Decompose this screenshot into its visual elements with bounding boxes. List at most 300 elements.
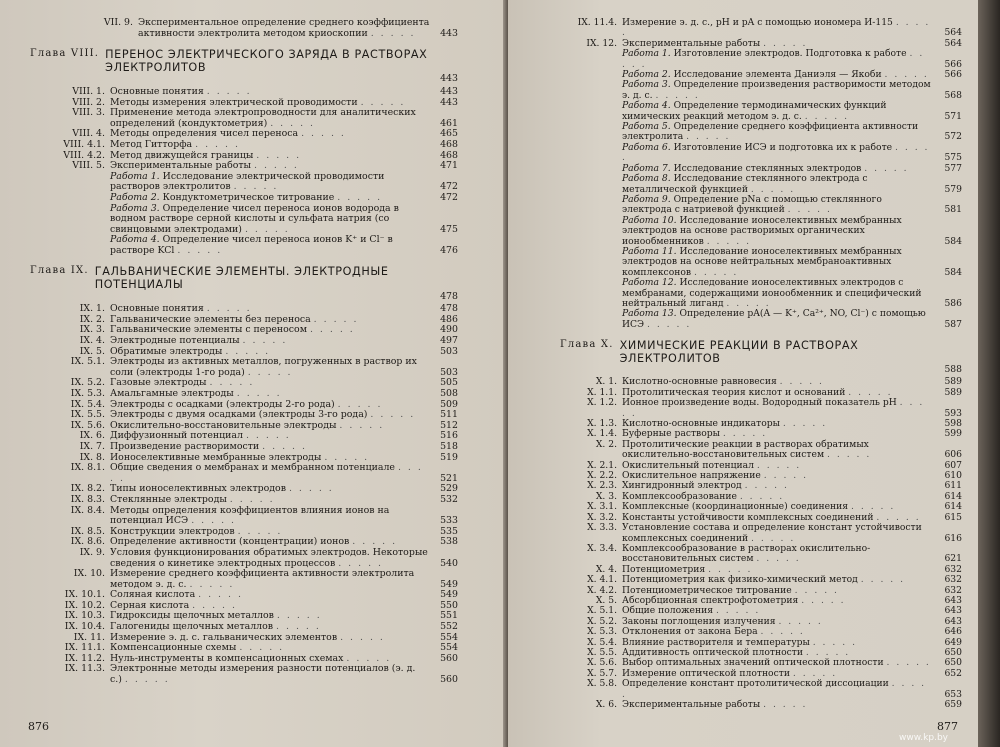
page-ref: 461: [440, 117, 458, 129]
section-number: VIII. 4.1.: [63, 138, 105, 150]
entry-title: Газовые электроды . . . . .: [110, 377, 255, 389]
entry-title: Гидроксиды щелочных металлов . . . . .: [110, 610, 322, 622]
entry-title: Экспериментальные работы . . . . .: [622, 37, 808, 49]
entry-title: Произведение растворимости . . . . .: [110, 440, 307, 452]
section-number: X. 4.1.: [587, 574, 617, 586]
page-ref: 650: [944, 646, 962, 658]
section-number: IX. 5.2.: [70, 377, 105, 389]
toc-entry: [30, 172, 458, 193]
page-ref: 614: [944, 490, 962, 502]
section-number: IX. 10.4.: [64, 621, 105, 633]
entry-title: Измерение э. д. с. гальванических элементов . . . . .: [110, 631, 385, 643]
entry-body: [622, 627, 962, 637]
page-ref: 571: [944, 110, 962, 122]
entry-body: [622, 101, 962, 122]
section-number: X. 1.2.: [587, 397, 617, 409]
section-number: X. 5.5.: [587, 646, 617, 658]
page-ref: 540: [440, 557, 458, 569]
section-number: X. 1.4.: [587, 428, 617, 440]
section-number: IX. 11.1.: [64, 642, 105, 654]
entry-title: Работа 3. Определение чисел переноса ионов водорода в водном растворе серной кислоты и сульфата натрия (со свинцовыми электродами) . . . . .: [110, 202, 399, 235]
toc-entry: [560, 247, 962, 278]
section-number: VIII. 2.: [72, 96, 105, 108]
entry-body: [110, 569, 458, 590]
page-ref: 443: [440, 96, 458, 108]
watermark: www.kp.by: [899, 733, 948, 743]
entry-body: [110, 172, 458, 193]
page-ref: 653: [944, 688, 962, 700]
entry-title: Работа 13. Определение pA(A — K⁺, Ca²⁺, NO, Cl⁻) с помощью ИСЭ . . . . .: [622, 308, 926, 330]
section-number: X. 5.1.: [587, 605, 617, 617]
entry-title: Экспериментальное определение среднего коэффициента активности электролита методом криоскопии . . . . .: [138, 17, 430, 39]
section-number: IX. 11.4.: [577, 17, 617, 28]
section-number: X. 2.1.: [587, 459, 617, 471]
page-ref: 649: [944, 636, 962, 648]
entry-title: Работа 3. Определение произведения растворимости методом э. д. с. . . . . .: [622, 79, 931, 101]
entry-title: Электроды с двумя осадками (электроды 3-го рода) . . . . .: [110, 409, 416, 421]
entry-body: [110, 442, 458, 453]
entry-body: [622, 398, 962, 419]
entry-title: Работа 7. Исследование стеклянных электродов . . . . .: [622, 162, 909, 174]
section-number: X. 5.6.: [587, 657, 617, 669]
page-ref: 560: [440, 652, 458, 664]
entry-title: Протолитические реакции в растворах обратимых окислительно-восстановительных систем . . . . .: [622, 438, 872, 461]
entry-title: Работа 5. Определение среднего коэффициента активности электролита . . . . .: [622, 121, 919, 143]
page-ref: 512: [440, 419, 458, 431]
entry-title: Методы определения коэффициентов влияния ионов на потенциал ИСЭ . . . . .: [110, 504, 390, 527]
entry-title: Типы ионоселективных электродов . . . . .: [110, 483, 334, 495]
section-number: X. 1.: [595, 376, 617, 388]
section-number: X. 1.3.: [587, 418, 617, 430]
entry-title: Работа 1. Исследование электрической проводимости растворов электролитов . . . . .: [110, 170, 385, 193]
entry-title: Работа 2. Исследование элемента Даниэля — Якоби . . . . .: [622, 69, 929, 81]
entry-title: Определение активности (концентрации) ионов . . . . .: [110, 536, 398, 548]
page-ref: 560: [440, 674, 458, 686]
page-ref: 490: [440, 324, 458, 336]
entry-body: [110, 463, 458, 484]
page-ref: 588: [944, 364, 962, 375]
chapter-label: Глава IX.: [30, 265, 89, 277]
entry-title: Окислительно-восстановительные электроды . . . . .: [110, 419, 385, 431]
section-number: X. 5.2.: [587, 615, 617, 627]
entry-title: Общие сведения о мембранах и мембранном потенциале . . . . .: [110, 462, 423, 484]
chapter-body: [95, 266, 458, 302]
section-number: X. 3.: [595, 490, 617, 502]
entry-title: Определение констант протолитической диссоциации . . . . .: [622, 678, 927, 700]
section-number: VIII. 4.2.: [63, 149, 105, 161]
entry-title: Экспериментальные работы . . . . .: [110, 160, 299, 172]
page-ref: 589: [944, 376, 962, 388]
section-number: IX. 3.: [79, 324, 105, 336]
entry-title: Гальванические элементы с переносом . . . . .: [110, 324, 355, 336]
section-number: VIII. 4.: [72, 128, 105, 140]
section-number: IX. 8.: [79, 451, 105, 463]
entry-title: Потенциометрия . . . . .: [622, 563, 753, 575]
entry-title: Экспериментальные работы . . . . .: [622, 699, 808, 710]
page-ref: 478: [440, 303, 458, 315]
section-number: X. 4.: [595, 563, 617, 575]
toc-entry: [30, 18, 458, 39]
entry-body: [622, 309, 962, 330]
entry-title: Работа 2. Кондуктометрическое титрование . . . . .: [110, 191, 383, 203]
entry-title: Аддитивность оптической плотности . . . . .: [622, 646, 851, 658]
entry-title: Основные понятия . . . . .: [110, 85, 252, 97]
page-ref: 505: [440, 377, 458, 389]
section-number: IX. 10.: [73, 568, 105, 580]
page-ref: 568: [944, 89, 962, 101]
section-number: IX. 5.5.: [70, 409, 105, 421]
toc-entry: [30, 357, 458, 378]
toc-entry: [560, 700, 962, 710]
entry-title: Амальгамные электроды . . . . .: [110, 388, 282, 399]
page-ref: 577: [944, 162, 962, 174]
page-ref: 606: [944, 449, 962, 461]
toc-entry: [30, 140, 458, 151]
page-ref: 533: [440, 515, 458, 527]
page-ref: 587: [944, 318, 962, 330]
entry-body: [110, 108, 458, 129]
page-ref: 581: [944, 204, 962, 216]
left-page-number: 876: [28, 720, 49, 733]
entry-body: [622, 700, 962, 710]
right-page-number: 877: [937, 720, 958, 733]
page-ref: 589: [944, 386, 962, 398]
page-ref: 478: [440, 290, 458, 302]
toc-entry: [560, 122, 962, 143]
toc-chapter-heading: [30, 266, 458, 302]
page-ref: 552: [440, 621, 458, 633]
entry-body: [622, 216, 962, 247]
toc-entry: [560, 309, 962, 330]
page-ref: 472: [440, 191, 458, 203]
entry-title: Электроды с осадками (электроды 2-го рода) . . . . .: [110, 398, 383, 410]
entry-body: [110, 495, 458, 506]
entry-body: [622, 174, 962, 195]
section-number: IX. 8.1.: [70, 462, 105, 474]
book-edge: [978, 0, 1000, 747]
page-ref: 475: [440, 223, 458, 235]
entry-title: Комплексные (координационные) соединения . . . . .: [622, 501, 896, 513]
entry-body: [622, 18, 962, 39]
page-ref: 549: [440, 589, 458, 601]
section-number: VIII. 5.: [72, 160, 105, 172]
right-page: [508, 0, 978, 747]
toc-entry: [560, 49, 962, 70]
page-ref: 584: [944, 235, 962, 247]
entry-title: Отклонения от закона Бера . . . . .: [622, 626, 805, 638]
section-number: IX. 11.: [73, 631, 105, 643]
entry-title: Абсорбционная спектрофотометрия . . . . .: [622, 594, 846, 606]
page-ref: 508: [440, 388, 458, 399]
toc-entry: [560, 575, 962, 585]
section-number: VII. 9.: [103, 17, 133, 28]
entry-body: [110, 204, 458, 236]
section-number: X. 3.4.: [587, 542, 617, 554]
page-ref: 598: [944, 418, 962, 430]
section-number: IX. 5.1.: [70, 356, 105, 368]
entry-title: Гальванические элементы без переноса . . . . .: [110, 313, 359, 325]
toc-entry: [560, 398, 962, 419]
entry-title: Конструкции электродов . . . . .: [110, 525, 283, 537]
section-number: IX. 8.3.: [70, 493, 105, 505]
page-ref: 586: [944, 297, 962, 309]
toc-entry: [30, 569, 458, 590]
section-number: IX. 1.: [79, 303, 105, 315]
entry-title: Измерение оптической плотности . . . . .: [622, 667, 838, 679]
page-ref: 549: [440, 578, 458, 590]
page-ref: 554: [440, 642, 458, 654]
toc-entry: [560, 278, 962, 309]
page-ref: 519: [440, 451, 458, 463]
page-ref: 468: [440, 138, 458, 150]
section-number: IX. 8.4.: [70, 504, 105, 516]
page-ref: 584: [944, 266, 962, 278]
section-number: IX. 11.3.: [64, 663, 105, 675]
page-ref: 643: [944, 605, 962, 617]
entry-body: [622, 575, 962, 585]
section-number: VIII. 3.: [72, 107, 105, 119]
entry-body: [138, 18, 458, 39]
entry-title: Условия функционирования обратимых электродов. Некоторые сведения о кинетике электродных процессов . . . . .: [110, 546, 428, 569]
page-ref: 551: [440, 610, 458, 622]
page-ref: 593: [944, 407, 962, 419]
section-number: IX. 6.: [79, 430, 105, 442]
section-number: X. 5.4.: [587, 636, 617, 648]
section-number: IX. 8.2.: [70, 483, 105, 495]
entry-body: [110, 506, 458, 527]
entry-title: Установление состава и определение констант устойчивости комплексных соединений . . . . .: [622, 522, 922, 544]
section-number: X. 3.3.: [587, 522, 617, 534]
entry-title: Измерение среднего коэффициента активности электролита методом э. д. с. . . . . .: [110, 568, 415, 590]
toc-entry: [560, 523, 962, 544]
section-number: VIII. 1.: [72, 85, 105, 97]
page-ref: 529: [440, 483, 458, 495]
entry-body: [110, 548, 458, 569]
page-ref: 509: [440, 398, 458, 410]
chapter-label: Глава VIII.: [30, 48, 100, 60]
page-ref: 579: [944, 183, 962, 195]
page-ref: 538: [440, 536, 458, 548]
entry-body: [622, 440, 962, 461]
page-ref: 443: [440, 85, 458, 97]
entry-body: [110, 664, 458, 685]
entry-title: Метод движущейся границы . . . . .: [110, 149, 302, 161]
page-ref: 518: [440, 440, 458, 452]
page-ref: 503: [440, 366, 458, 378]
entry-title: Компенсационные схемы . . . . .: [110, 642, 285, 654]
page-ref: 643: [944, 594, 962, 606]
section-number: X. 5.7.: [587, 667, 617, 679]
entry-title: Влияние растворителя и температуры . . . . .: [622, 636, 858, 648]
page-ref: 616: [944, 532, 962, 544]
page-ref: 621: [944, 553, 962, 565]
entry-title: Метод Гитторфа . . . . .: [110, 138, 240, 150]
entry-title: Серная кислота . . . . .: [110, 599, 237, 611]
entry-title: Работа 10. Исследование ионоселективных мембранных электродов на основе растворимых органических ионообменников . . . . .: [622, 214, 902, 247]
page-ref: 566: [944, 69, 962, 81]
toc-entry: [560, 544, 962, 565]
section-number: X. 2.2.: [587, 470, 617, 482]
entry-title: Методы измерения электрической проводимости . . . . .: [110, 96, 406, 108]
section-number: IX. 8.6.: [70, 536, 105, 548]
toc-entry: [30, 204, 458, 236]
entry-body: [110, 235, 458, 256]
section-number: IX. 4.: [79, 335, 105, 347]
entry-title: Работа 12. Исследование ионоселективных электродов с мембранами, содержащими ионообменник и специфический нейтральный лиганд . . . . .: [622, 277, 922, 309]
entry-title: Выбор оптимальных значений оптической плотности . . . . .: [622, 657, 931, 669]
toc-entry: [560, 596, 962, 606]
page-ref: 650: [944, 657, 962, 669]
entry-body: [622, 195, 962, 216]
section-number: IX. 10.3.: [64, 610, 105, 622]
entry-title: Электронные методы измерения разности потенциалов (э. д. с.) . . . . .: [110, 663, 416, 686]
right-toc: [560, 18, 962, 710]
chapter-title: ПЕРЕНОС ЭЛЕКТРИЧЕСКОГО ЗАРЯДА В РАСТВОРАХ ЭЛЕКТРОЛИТОВ: [105, 48, 428, 74]
section-number: X. 2.: [595, 438, 617, 450]
toc-entry: [30, 664, 458, 685]
entry-title: Обратимые электроды . . . . .: [110, 345, 271, 357]
page-ref: 532: [440, 493, 458, 505]
section-number: X. 6.: [595, 699, 617, 710]
page-ref: 632: [944, 584, 962, 596]
entry-title: Комплексообразование . . . . .: [622, 490, 785, 502]
page-ref: 564: [944, 37, 962, 49]
page-ref: 643: [944, 615, 962, 627]
chapter-title: ГАЛЬВАНИЧЕСКИЕ ЭЛЕМЕНТЫ. ЭЛЕКТРОДНЫЕ ПОТЕНЦИАЛЫ: [94, 265, 389, 292]
entry-title: Кислотно-основные индикаторы . . . . .: [622, 418, 828, 430]
page-ref: 471: [440, 160, 458, 172]
page-ref: 632: [944, 574, 962, 586]
entry-title: Галогениды щелочных металлов . . . . .: [110, 621, 321, 633]
entry-title: Работа 11. Исследование ионоселективных мембранных электродов на основе нейтральных мембраноактивных комплексонов . . . . .: [622, 245, 902, 278]
entry-title: Ионоселективные мембранные электроды . . . . .: [110, 451, 370, 463]
entry-body: [110, 193, 458, 204]
entry-title: Работа 4. Определение термодинамических функций химических реакций методом э. д. с. . . . . .: [622, 100, 887, 122]
left-toc: [30, 18, 458, 686]
entry-title: Работа 6. Изготовление ИСЭ и подготовка их к работе . . . . .: [622, 141, 930, 164]
entry-title: Протолитическая теория кислот и оснований . . . . .: [622, 386, 893, 398]
entry-title: Ионное произведение воды. Водородный показатель pH . . . . .: [622, 397, 925, 419]
entry-title: Основные понятия . . . . .: [110, 303, 252, 315]
section-number: IX. 8.5.: [70, 525, 105, 537]
entry-body: [622, 679, 962, 700]
page-ref: 572: [944, 131, 962, 143]
toc-entry: [30, 193, 458, 204]
section-number: IX. 5.: [79, 345, 105, 357]
entry-body: [622, 523, 962, 544]
page-ref: 599: [944, 428, 962, 440]
entry-body: [110, 357, 458, 378]
entry-title: Нуль-инструменты в компенсационных схемах . . . . .: [110, 652, 392, 664]
entry-title: Законы поглощения излучения . . . . .: [622, 615, 823, 627]
toc-entry: [560, 101, 962, 122]
page-ref: 632: [944, 563, 962, 575]
page-ref: 611: [944, 480, 962, 492]
toc-entry: [30, 235, 458, 256]
page-ref: 511: [440, 409, 458, 421]
section-number: IX. 11.2.: [64, 652, 105, 664]
section-number: X. 5.: [595, 594, 617, 606]
toc-entry: [30, 495, 458, 506]
page-ref: 610: [944, 470, 962, 482]
entry-title: Потенциометрическое титрование . . . . .: [622, 584, 839, 596]
entry-body: [110, 389, 458, 400]
toc-chapter-heading: [30, 49, 458, 85]
chapter-body: [620, 340, 962, 375]
section-number: X. 5.3.: [587, 626, 617, 638]
toc-entry: [560, 440, 962, 461]
page-ref: 550: [440, 599, 458, 611]
page-ref: 521: [440, 472, 458, 484]
page-ref: 566: [944, 58, 962, 70]
section-number: IX. 9.: [79, 546, 105, 558]
entry-title: Буферные растворы . . . . .: [622, 428, 768, 440]
page-ref: 443: [440, 27, 458, 39]
entry-title: Константы устойчивости комплексных соединений . . . . .: [622, 511, 921, 523]
entry-title: Работа 8. Исследование стеклянного электрода с металлической функцией . . . . .: [622, 173, 868, 195]
page-ref: 659: [944, 699, 962, 710]
entry-body: [110, 87, 458, 98]
entry-title: Работа 1. Изготовление электродов. Подготовка к работе . . . . .: [622, 48, 925, 70]
toc-entry: [560, 195, 962, 216]
entry-title: Окислительный потенциал . . . . .: [622, 459, 802, 471]
entry-title: Кислотно-основные равновесия . . . . .: [622, 376, 824, 388]
entry-title: Потенциометрия как физико-химический метод . . . . .: [622, 574, 906, 586]
entry-title: Хингидронный электрод . . . . .: [622, 480, 789, 492]
section-number: X. 2.3.: [587, 480, 617, 492]
page-ref: 468: [440, 149, 458, 161]
section-number: IX. 5.6.: [70, 419, 105, 431]
toc-entry: [30, 389, 458, 400]
section-number: X. 4.2.: [587, 584, 617, 596]
entry-title: Работа 9. Определение pNa с помощью стеклянного электрода с натриевой функцией . . . . .: [622, 193, 882, 216]
page-ref: 476: [440, 244, 458, 256]
toc-entry: [560, 143, 962, 164]
entry-title: Стеклянные электроды . . . . .: [110, 493, 275, 505]
entry-title: Методы определения чисел переноса . . . . .: [110, 128, 346, 140]
section-number: IX. 12.: [586, 37, 617, 49]
toc-chapter-heading: [560, 340, 962, 375]
entry-body: [622, 80, 962, 101]
entry-body: [622, 544, 962, 565]
toc-entry: [560, 174, 962, 195]
chapter-label: Глава X.: [560, 339, 614, 351]
entry-body: [622, 278, 962, 309]
section-number: IX. 5.4.: [70, 398, 105, 410]
section-number: IX. 10.2.: [64, 599, 105, 611]
chapter-title: ХИМИЧЕСКИЕ РЕАКЦИИ В РАСТВОРАХ ЭЛЕКТРОЛИТОВ: [619, 339, 859, 365]
page-ref: 614: [944, 501, 962, 513]
chapter-body: [105, 49, 458, 85]
section-number: X. 1.1.: [587, 386, 617, 398]
entry-title: Диффузионный потенциал . . . . .: [110, 430, 291, 442]
page-ref: 503: [440, 345, 458, 357]
toc-entry: [560, 216, 962, 247]
entry-title: Применение метода электропроводности для аналитических определений (кондуктометрия) . . . . .: [110, 107, 416, 129]
section-number: X. 3.1.: [587, 501, 617, 513]
section-number: IX. 5.3.: [70, 388, 105, 399]
page-ref: 615: [944, 511, 962, 523]
entry-body: [622, 122, 962, 143]
section-number: IX. 7.: [79, 440, 105, 452]
entry-title: Электродные потенциалы . . . . .: [110, 335, 288, 347]
section-number: IX. 10.1.: [64, 589, 105, 601]
toc-entry: [30, 506, 458, 527]
page-ref: 607: [944, 459, 962, 471]
section-number: IX. 2.: [79, 313, 105, 325]
toc-entry: [30, 548, 458, 569]
page-ref: 575: [944, 152, 962, 164]
